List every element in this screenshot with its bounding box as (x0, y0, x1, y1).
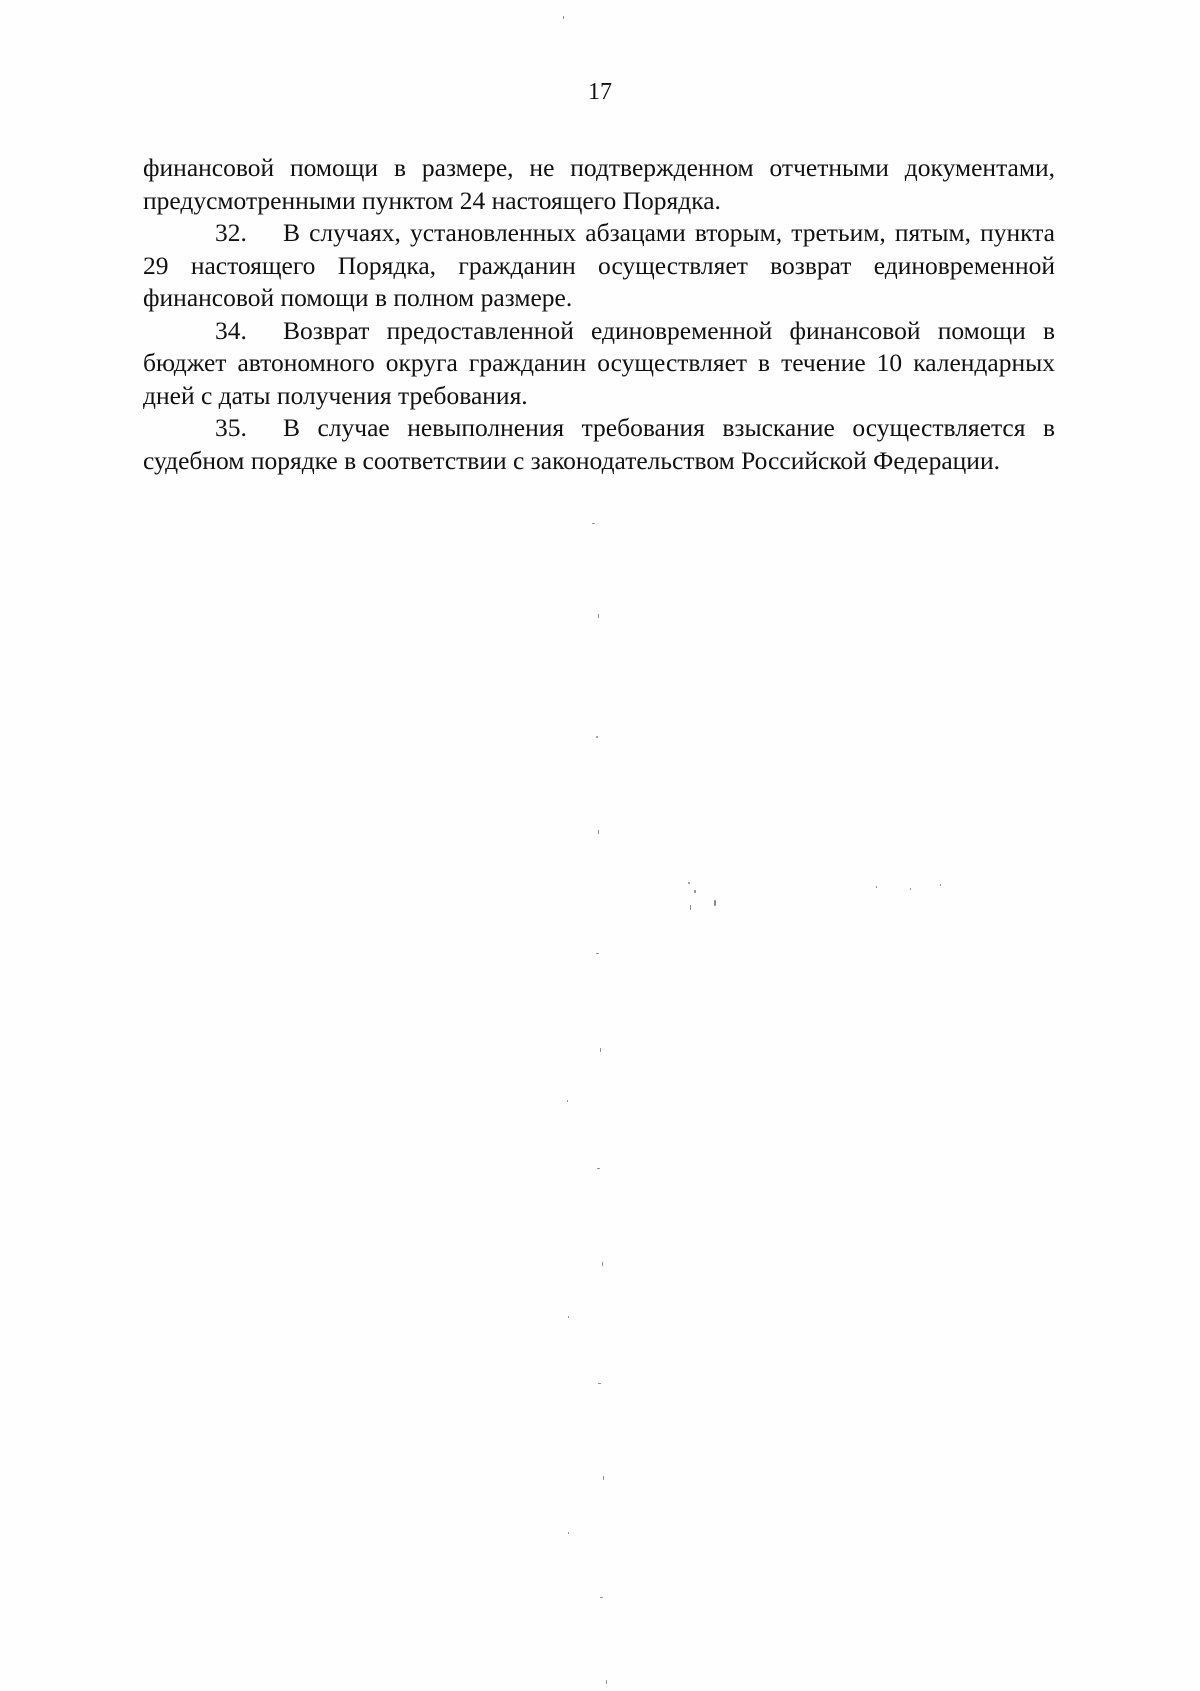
scan-speck (598, 614, 599, 618)
scan-speck (598, 1383, 601, 1384)
page-number: 17 (588, 79, 612, 105)
scan-speck (600, 1048, 601, 1052)
scan-speck (600, 1597, 603, 1598)
paragraph-text: Возврат предоставленной единовременной финансовой помощи в бюджет автономного округа гражданин осуществляет в течение 10 календарных дней с даты получения требования. (143, 315, 1055, 410)
paragraph-text: финансовой помощи в размере, не подтвержденном отчетными документами, предусмотренными пунктом 24 настоящего Порядка. (143, 153, 1055, 215)
scan-speck (596, 736, 598, 738)
scan-speck (690, 905, 691, 910)
paragraph-text: В случае невыполнения требования взыскание осуществляется в судебном порядке в соответствии с законодательством Российской Федерации. (143, 413, 1055, 475)
paragraph-continuation (143, 152, 1055, 217)
scan-speck (568, 1316, 569, 1318)
scan-speck (567, 1100, 568, 1102)
scan-speck (568, 1532, 569, 1534)
scan-speck (714, 900, 716, 906)
scan-speck (910, 888, 911, 890)
paragraph-35 (143, 412, 1055, 477)
scan-speck (876, 886, 877, 888)
document-body (143, 152, 1055, 477)
scan-speck (688, 882, 690, 884)
paragraph-number: 32. (215, 218, 247, 247)
paragraph-text: В случаях, установленных абзацами вторым, третьим, пятым, пункта 29 настоящего Порядка, гражданин осуществляет возврат единовременной финансовой помощи в полном размере. (143, 218, 1055, 312)
scan-speck (606, 1680, 607, 1684)
scan-speck (592, 523, 595, 524)
scan-speck (598, 830, 599, 834)
paragraph-32 (143, 217, 1055, 315)
paragraph-34 (143, 315, 1055, 413)
scan-speck (940, 884, 941, 886)
paragraph-number: 34. (215, 315, 247, 345)
scan-speck (694, 890, 696, 893)
scan-speck (563, 16, 564, 19)
paragraph-number: 35. (215, 413, 247, 442)
scan-speck (602, 1262, 603, 1266)
scan-speck (603, 1476, 604, 1480)
scan-speck (596, 953, 599, 954)
scan-speck (597, 1168, 600, 1169)
